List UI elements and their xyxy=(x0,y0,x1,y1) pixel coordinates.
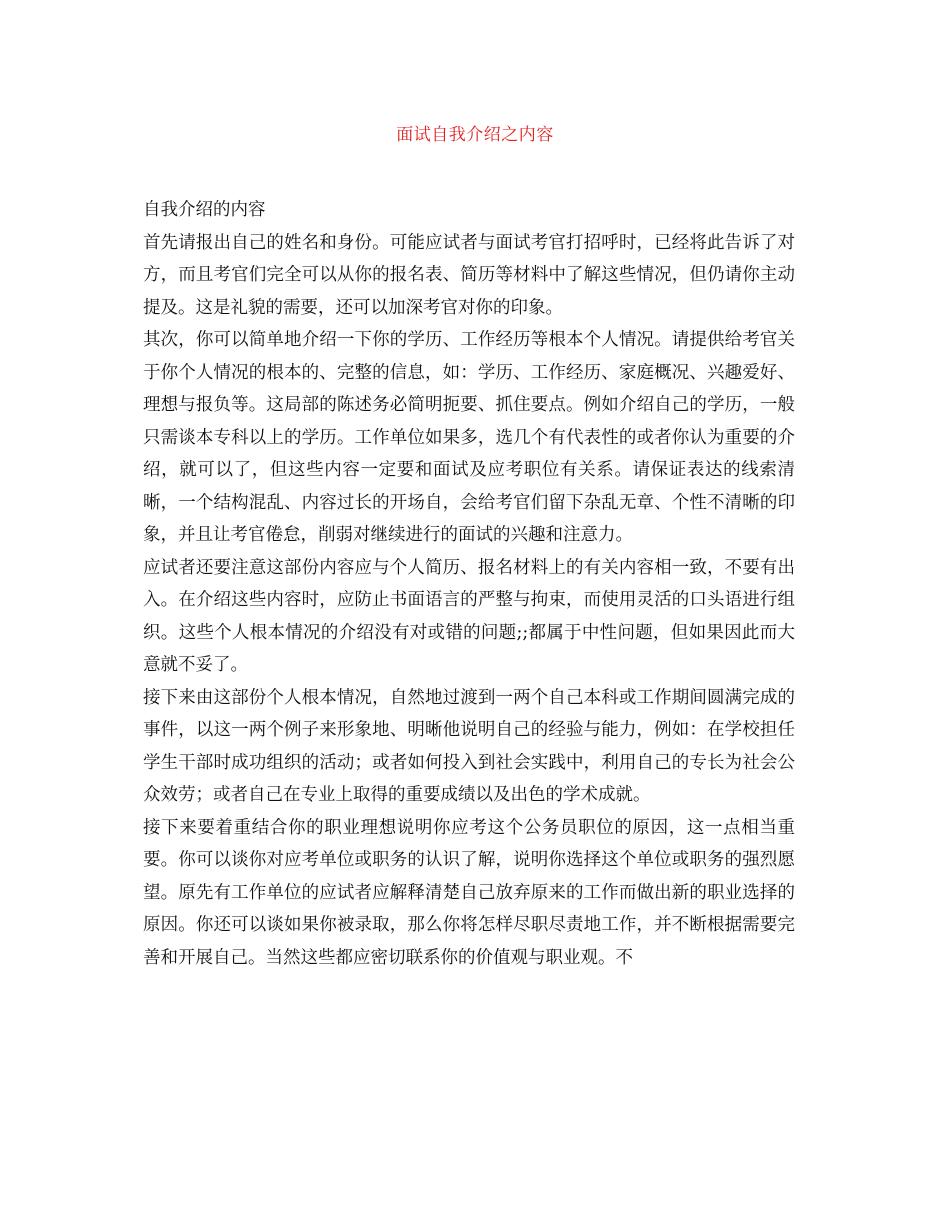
document-body xyxy=(143,194,795,974)
paragraph-examples: 接下来由这部份个人根本情况，自然地过渡到一两个自己本科或工作期间圆满完成的事件，以这一两个例子来形象地、明晰他说明自己的经验与能力，例如：在学校担任学生干部时成功组织的活动；或者如何投入到社会实践中，利用自己的专长为社会公众效劳；或者自己在专业上取得的重要成绩以及出色的学术成就。 xyxy=(143,687,795,805)
paragraph-career-motivation: 接下来要着重结合你的职业理想说明你应考这个公务员职位的原因，这一点相当重要。你可以谈你对应考单位或职务的认识了解，说明你选择这个单位或职务的强烈愿望。原先有工作单位的应试者应解释清楚自己放弃原来的工作而做出新的职业选择的原因。你还可以谈如果你被录取，那么你将怎样尽职尽责地工作，并不断根据需要完善和开展自己。当然这些都应密切联系你的价值观与职业观。不 xyxy=(143,817,795,968)
paragraph-consistency: 应试者还要注意这部份内容应与个人简历、报名材料上的有关内容相一致，不要有出入。在介绍这些内容时，应防止书面语言的严整与拘束，而使用灵活的口头语进行组织。这些个人根本情况的介绍没有对或错的问题;;都属于中性问题，但如果因此而大意就不妥了。 xyxy=(143,557,795,675)
document-title: 面试自我介绍之内容 xyxy=(396,125,554,145)
paragraph-name-identity: 首先请报出自己的姓名和身份。可能应试者与面试考官打招呼时，已经将此告诉了对方，而且考官们完全可以从你的报名表、简历等材料中了解这些情况，但仍请你主动提及。这是礼貌的需要，还可以加深考官对你的印象。 xyxy=(143,232,795,318)
section-heading: 自我介绍的内容 xyxy=(143,200,266,220)
paragraph-background-info: 其次，你可以简单地介绍一下你的学历、工作经历等根本个人情况。请提供给考官关于你个人情况的根本的、完整的信息，如：学历、工作经历、家庭概况、兴趣爱好、理想与报负等。这局部的陈述务必简明扼要、抓住要点。例如介绍自己的学历，一般只需谈本专科以上的学历。工作单位如果多，选几个有代表性的或者你认为重要的介绍，就可以了，但这些内容一定要和面试及应考职位有关系。请保证表达的线索清晰，一个结构混乱、内容过长的开场自，会给考官们留下杂乱无章、个性不清晰的印象，并且让考官倦怠，削弱对继续进行的面试的兴趣和注意力。 xyxy=(143,330,795,545)
